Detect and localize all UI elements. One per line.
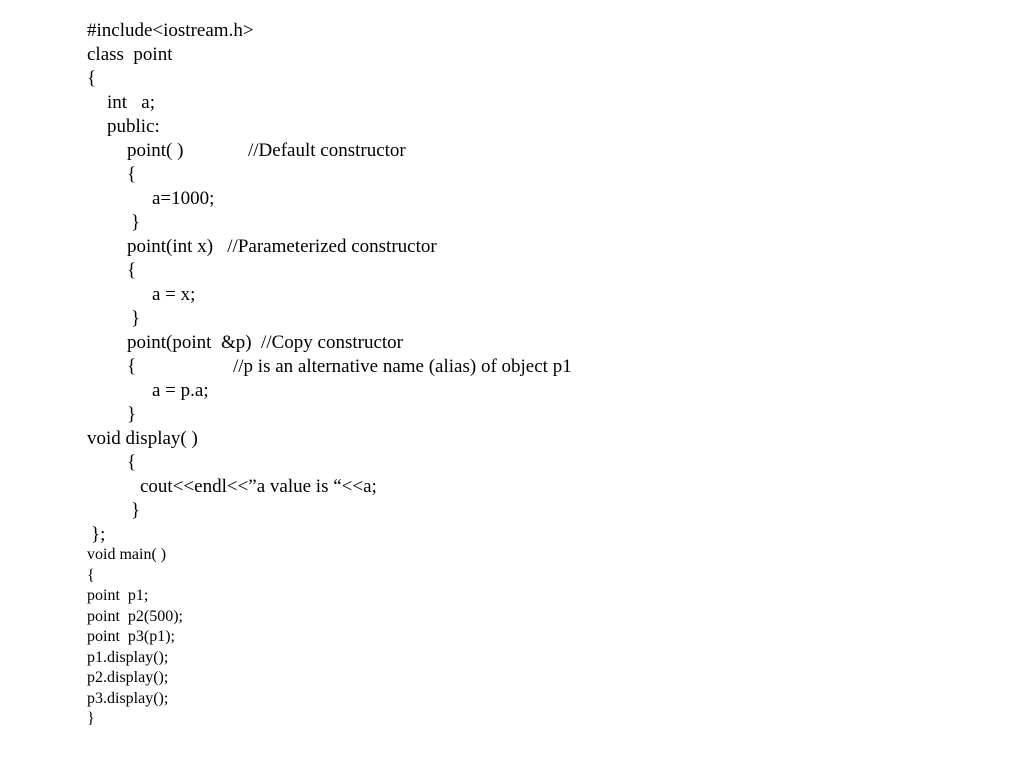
code-line-main-decl: void main( ) [87, 546, 167, 563]
code-line-main-open: { [87, 567, 95, 584]
code-line-copy-ctor: point(point &p) //Copy constructor [127, 332, 404, 353]
code-line-member-var: int a; [107, 92, 156, 113]
code-line-p3-display: p3.display(); [87, 690, 169, 707]
code-comment-alias: //p is an alternative name (alias) of object p1 [233, 356, 572, 377]
code-line-default-ctor: point( ) [127, 140, 184, 161]
code-line-class-decl: class point [87, 44, 173, 65]
code-line-p2-decl: point p2(500); [87, 608, 183, 625]
code-line-main-close: } [87, 710, 95, 727]
code-line-p3-decl: point p3(p1); [87, 628, 175, 645]
code-line-class-close: }; [91, 524, 106, 545]
code-line-param-open: { [127, 260, 137, 281]
code-line-assign-x: a = x; [152, 284, 196, 305]
code-line-cout: cout<<endl<<”a value is “<<a; [140, 476, 377, 497]
code-line-p1-display: p1.display(); [87, 649, 169, 666]
code-line-default-open: { [127, 164, 137, 185]
code-line-class-open-brace: { [87, 68, 97, 89]
code-line-display-decl: void display( ) [87, 428, 198, 449]
code-line-param-close: } [131, 308, 141, 329]
code-line-param-ctor: point(int x) //Parameterized constructor [127, 236, 437, 257]
code-line-display-close: } [131, 500, 141, 521]
code-line-display-open: { [127, 452, 137, 473]
code-line-default-close: } [131, 212, 141, 233]
code-comment-default-ctor: //Default constructor [248, 140, 406, 161]
code-line-p1-decl: point p1; [87, 587, 149, 604]
code-line-include: #include<iostream.h> [87, 20, 254, 41]
code-line-assign-1000: a=1000; [152, 188, 215, 209]
code-line-copy-close: } [127, 404, 137, 425]
code-line-p2-display: p2.display(); [87, 669, 169, 686]
code-line-public: public: [107, 116, 160, 137]
code-line-copy-open: { [127, 356, 137, 377]
code-line-assign-pa: a = p.a; [152, 380, 209, 401]
